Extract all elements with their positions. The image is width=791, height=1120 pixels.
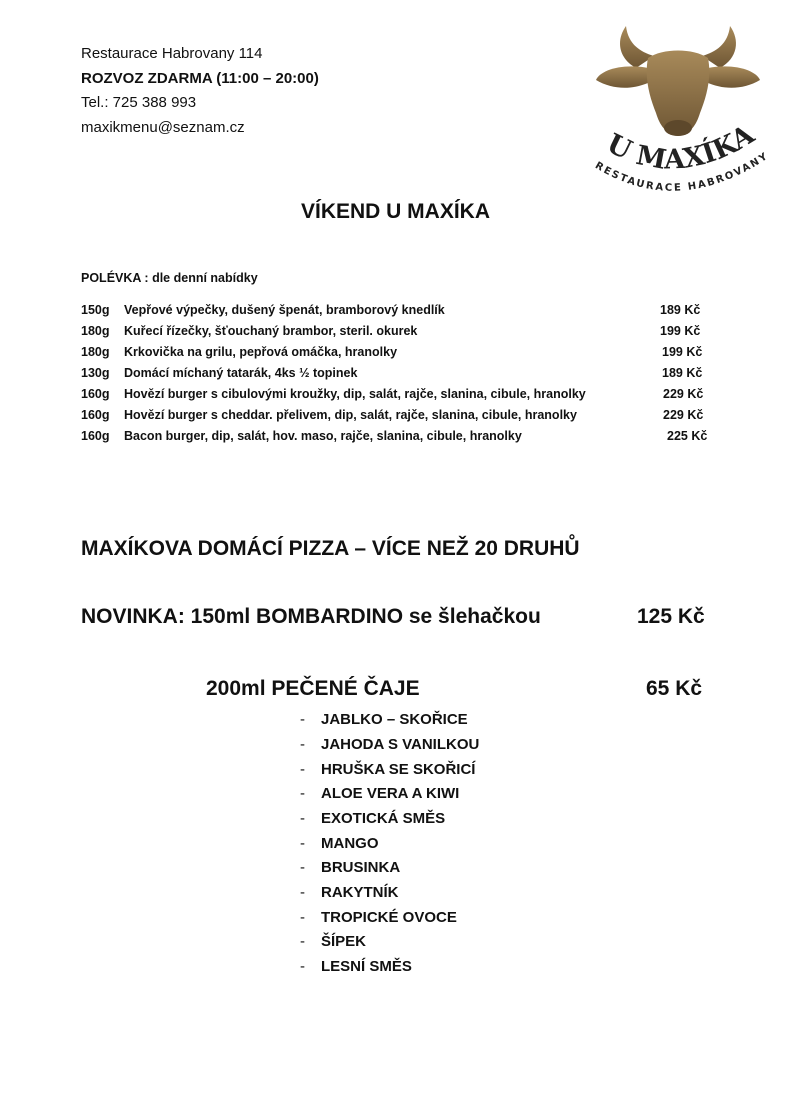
item-price: 199 Kč	[662, 345, 703, 359]
item-price: 225 Kč	[667, 429, 708, 443]
tea-item: - MANGO	[300, 835, 379, 852]
item-name: Bacon burger, dip, salát, hov. maso, rajče, slanina, cibule, hranolky	[124, 429, 522, 443]
tea-item: - JAHODA S VANILKOU	[300, 736, 480, 753]
pizza-heading: MAXÍKOVA DOMÁCÍ PIZZA – VÍCE NEŽ 20 DRUHŮ	[81, 537, 580, 560]
email-text: maxikmenu@seznam.cz	[81, 118, 245, 136]
menu-item	[81, 324, 417, 338]
address-text: Restaurace Habrovany 114	[81, 45, 263, 62]
tea-item: - BRUSINKA	[300, 859, 401, 876]
tea-item: - HRUŠKA SE SKOŘICÍ	[300, 761, 476, 778]
contact-info	[81, 42, 319, 140]
logo-name: U MAXÍKA	[601, 119, 760, 176]
soup-line: POLÉVKA : dle denní nabídky	[81, 271, 258, 285]
item-price: 189 Kč	[660, 303, 701, 317]
item-name: Domácí míchaný tatarák, 4ks ½ topinek	[124, 366, 358, 380]
tea-item: - ALOE VERA A KIWI	[300, 785, 460, 802]
item-name: Hovězí burger s cibulovými kroužky, dip, salát, rajče, slanina, cibule, hranolky	[124, 387, 586, 401]
item-price: 189 Kč	[662, 366, 703, 380]
item-weight: 180g	[81, 345, 110, 359]
bull-head-icon	[578, 18, 778, 203]
item-price: 229 Kč	[663, 387, 704, 401]
restaurant-logo	[578, 18, 778, 203]
phone-text: Tel.: 725 388 993	[81, 94, 197, 111]
menu-item	[81, 303, 445, 317]
item-price: 229 Kč	[663, 408, 704, 422]
item-name: Kuřecí řízečky, šťouchaný brambor, steril. okurek	[124, 324, 418, 338]
item-weight: 150g	[81, 303, 110, 317]
novinka-label: NOVINKA: 150ml BOMBARDINO se šlehačkou	[81, 605, 541, 628]
menu-item	[81, 366, 357, 380]
tea-item: - RAKYTNÍK	[300, 884, 399, 901]
item-weight: 130g	[81, 366, 110, 380]
item-name: Vepřové výpečky, dušený špenát, bramborový knedlík	[124, 303, 445, 317]
novinka-price: 125 Kč	[637, 605, 705, 628]
item-weight: 160g	[81, 408, 110, 422]
menu-item	[81, 429, 522, 443]
item-weight: 160g	[81, 429, 110, 443]
menu-item	[81, 345, 397, 359]
menu-item	[81, 387, 586, 401]
item-price: 199 Kč	[660, 324, 701, 338]
logo-subtitle: RESTAURACE HABROVANY	[593, 150, 772, 194]
item-name: Krkovička na grilu, pepřová omáčka, hranolky	[124, 345, 398, 359]
teas-heading: 200ml PEČENÉ ČAJE	[206, 677, 420, 700]
item-weight: 180g	[81, 324, 110, 338]
tea-item: - EXOTICKÁ SMĚS	[300, 810, 446, 827]
item-weight: 160g	[81, 387, 110, 401]
delivery-text: ROZVOZ ZDARMA (11:00 – 20:00)	[81, 69, 319, 87]
tea-item: - JABLKO – SKOŘICE	[300, 711, 468, 728]
menu-item	[81, 408, 577, 422]
tea-item: - LESNÍ SMĚS	[300, 958, 412, 975]
tea-item: - ŠÍPEK	[300, 933, 367, 950]
item-name: Hovězí burger s cheddar. přelivem, dip, salát, rajče, slanina, cibule, hranolky	[124, 408, 577, 422]
page-title: VÍKEND U MAXÍKA	[300, 200, 490, 223]
tea-item: - TROPICKÉ OVOCE	[300, 909, 457, 926]
teas-price: 65 Kč	[646, 677, 703, 700]
